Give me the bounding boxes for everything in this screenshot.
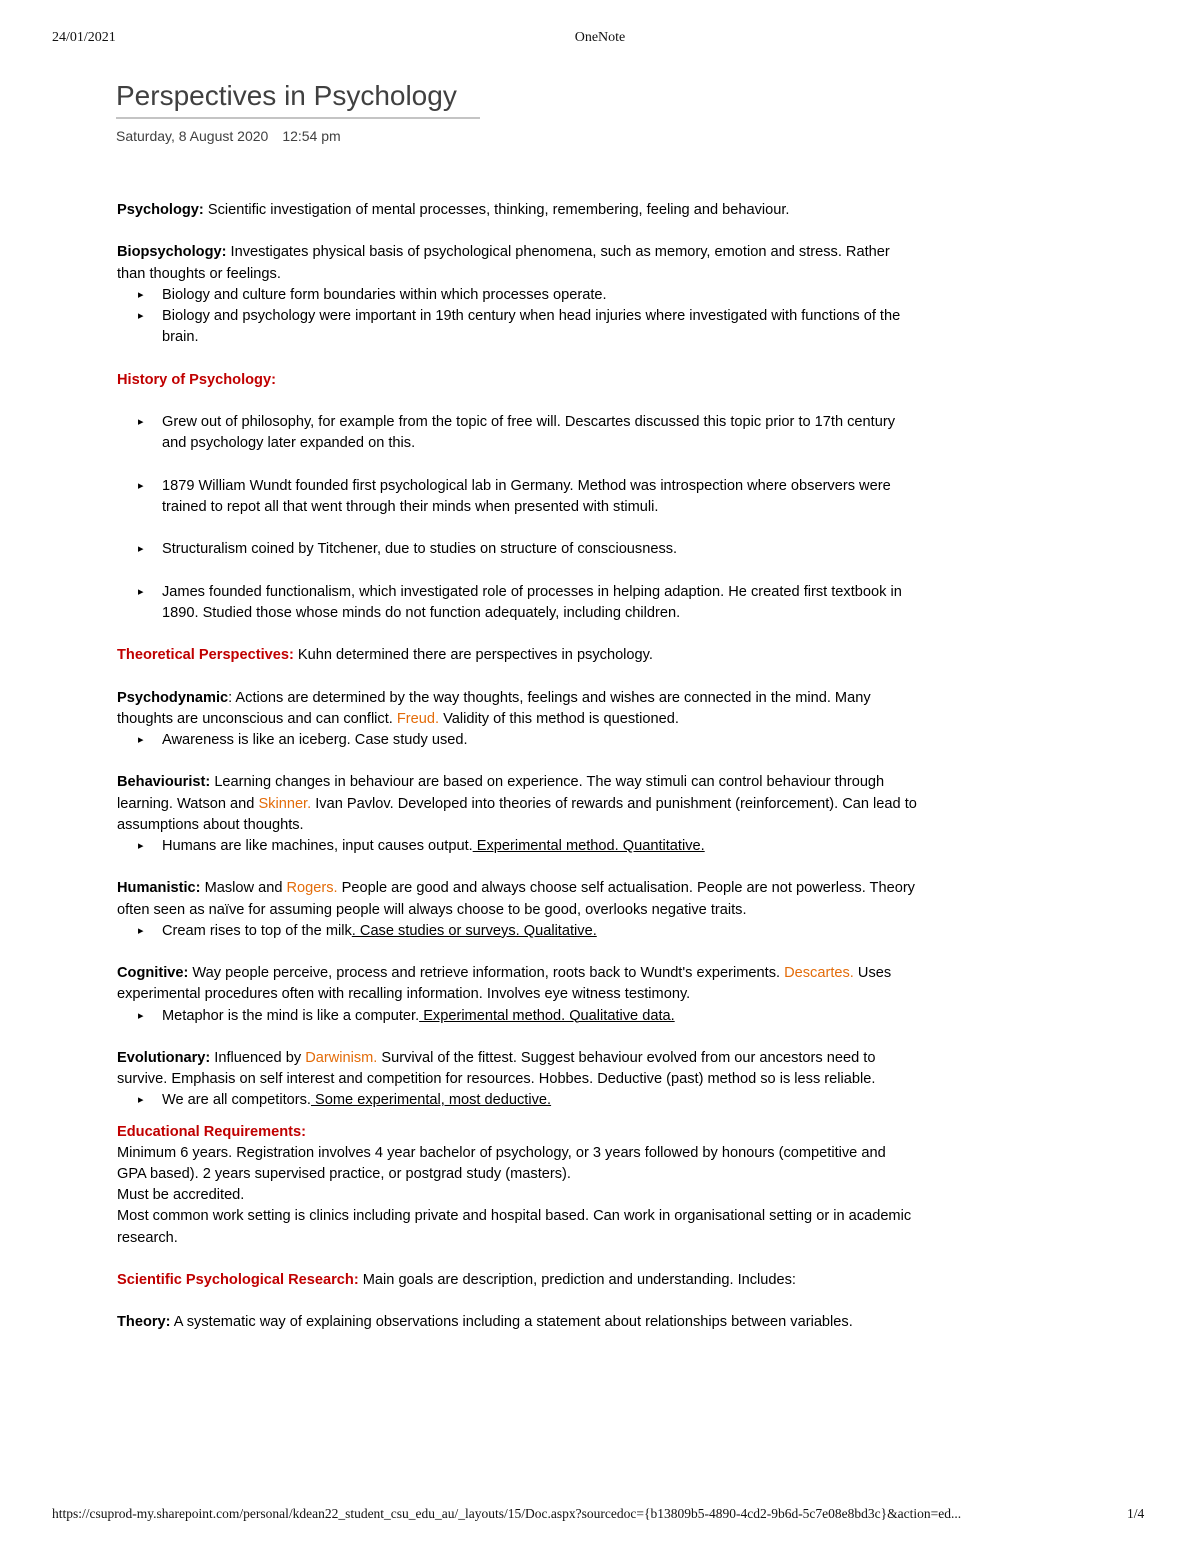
list-item-text: We are all competitors. bbox=[162, 1092, 311, 1109]
list-item-text: Structuralism coined by Titchener, due to studies on structure of consciousness. bbox=[162, 541, 678, 558]
title-underline bbox=[116, 117, 480, 119]
section-behaviourist bbox=[117, 772, 917, 836]
list-item-text: Metaphor is the mind is like a computer. bbox=[162, 1007, 420, 1024]
theorist-highlight: Darwinism. bbox=[305, 1049, 378, 1066]
note-body[interactable] bbox=[117, 200, 917, 1334]
bullet-list bbox=[117, 412, 917, 454]
definition-text: Influenced by bbox=[210, 1049, 306, 1066]
bullet-list bbox=[117, 1006, 917, 1027]
list-item bbox=[117, 582, 917, 624]
list-item bbox=[117, 1090, 917, 1111]
theorist-highlight: Descartes. bbox=[784, 965, 854, 982]
list-item-text: Biology and psychology were important in 19th century when head injuries where investigated with functions of the brain. bbox=[162, 308, 901, 346]
definition-text: Learning changes in behaviour are based on experience. The way stimuli can control behaviour through learning. Watson and bbox=[117, 774, 885, 812]
term-biopsychology: Biopsychology: bbox=[117, 244, 227, 261]
definition-text: Main goals are description, prediction and understanding. Includes: bbox=[358, 1271, 796, 1288]
heading-history: History of Psychology: bbox=[117, 371, 276, 388]
definition-text: Kuhn determined there are perspectives in psychology. bbox=[293, 647, 653, 664]
definition-text: Scientific investigation of mental processes, thinking, remembering, feeling and behaviour. bbox=[203, 202, 790, 218]
print-header-app-name: OneNote bbox=[574, 30, 626, 45]
bullet-icon: ▸ bbox=[138, 585, 144, 598]
bullet-icon: ▸ bbox=[138, 415, 144, 428]
definition-text: : Actions are determined by the way thoughts, feelings and wishes are connected in the mind. Many thoughts are unconscious and can conflict. bbox=[117, 689, 871, 727]
term-humanistic: Humanistic: bbox=[117, 880, 201, 897]
list-item-text: Biology and culture form boundaries within which processes operate. bbox=[162, 286, 607, 303]
section-history bbox=[117, 370, 917, 391]
section-theory bbox=[117, 1312, 917, 1333]
definition-text: Uses experimental procedures often with recalling information. Involves eye witness testimony. bbox=[117, 965, 892, 1003]
print-footer-page-number: 1/4 bbox=[1127, 1506, 1145, 1521]
bullet-icon: ▸ bbox=[138, 288, 144, 301]
bullet-list bbox=[117, 836, 917, 857]
section-psychodynamic bbox=[117, 688, 917, 730]
method-underlined: Some experimental, most deductive. bbox=[310, 1092, 552, 1109]
heading-theoretical-perspectives: Theoretical Perspectives: bbox=[117, 647, 294, 664]
bullet-icon: ▸ bbox=[138, 310, 144, 322]
list-item bbox=[117, 730, 917, 751]
method-underlined: . Case studies or surveys. Qualitative. bbox=[351, 922, 597, 939]
list-item bbox=[117, 539, 917, 560]
term-psychology: Psychology: bbox=[117, 202, 204, 218]
note-timestamp bbox=[116, 128, 341, 144]
paragraph: Must be accredited. bbox=[117, 1187, 245, 1204]
term-psychodynamic: Psychodynamic bbox=[117, 689, 229, 706]
section-theoretical bbox=[117, 645, 917, 666]
bullet-list bbox=[117, 285, 917, 349]
list-item bbox=[117, 921, 917, 942]
theorist-highlight: Skinner. bbox=[258, 795, 312, 812]
section-scientific-research bbox=[117, 1270, 917, 1291]
bullet-icon: ▸ bbox=[138, 1009, 144, 1022]
list-item bbox=[117, 285, 917, 306]
heading-educational-requirements: Educational Requirements: bbox=[117, 1123, 306, 1140]
bullet-list bbox=[117, 921, 917, 942]
list-item-text: James founded functionalism, which investigated role of processes in helping adaption. He created first textbook in 1890. Studied those whose minds do not function adequately, including children. bbox=[162, 583, 902, 621]
theorist-highlight: Rogers. bbox=[286, 880, 338, 897]
method-underlined: Experimental method. Quantitative. bbox=[472, 837, 705, 854]
term-behaviourist: Behaviourist: bbox=[117, 774, 211, 791]
bullet-icon: ▸ bbox=[138, 839, 144, 852]
list-item-text: Grew out of philosophy, for example from the topic of free will. Descartes discussed this topic prior to 17th century and psychology later expanded on this. bbox=[162, 413, 895, 452]
list-item bbox=[117, 412, 917, 454]
definition-text: Validity of this method is questioned. bbox=[439, 710, 679, 727]
bullet-list bbox=[117, 539, 917, 560]
bullet-icon: ▸ bbox=[138, 479, 144, 492]
bullet-icon: ▸ bbox=[138, 543, 144, 556]
list-item bbox=[117, 836, 917, 857]
bullet-list bbox=[117, 476, 917, 518]
bullet-icon: ▸ bbox=[138, 924, 144, 937]
bullet-icon: ▸ bbox=[138, 733, 144, 746]
definition-text: Way people perceive, process and retrieve information, roots back to Wundt's experiments. bbox=[188, 965, 785, 982]
section-humanistic bbox=[117, 878, 917, 920]
definition-text: People are good and always choose self actualisation. People are not powerless. Theory often seen as naïve for assuming people will always choose to be good, overlooks negative traits. bbox=[117, 880, 915, 918]
list-item-text: 1879 William Wundt founded first psychological lab in Germany. Method was introspection where observers were trained to repot all that went through their minds when presented with stimuli. bbox=[162, 477, 891, 515]
print-footer-url[interactable]: https://csuprod-my.sharepoint.com/personal/kdean22_student_csu_edu_au/_layouts/15/Doc.aspx?sourcedoc={b13809b5-4890-4cd2-9b6d-5c7e08e8bd3c}&action=ed... bbox=[52, 1506, 962, 1521]
definition-text: Investigates physical basis of psychological phenomena, such as memory, emotion and stress. Rather than thoughts or feelings. bbox=[117, 244, 890, 282]
section-biopsychology bbox=[117, 242, 917, 284]
list-item-text: Cream rises to top of the milk bbox=[162, 922, 352, 939]
list-item bbox=[117, 306, 917, 348]
bullet-icon: ▸ bbox=[138, 1094, 144, 1107]
definition-text: Survival of the fittest. Suggest behaviour evolved from our ancestors need to survive. Emphasis on self interest and competition for resources. Hobbes. Deductive (past) method so is less reliable. bbox=[117, 1049, 876, 1088]
method-underlined: Experimental method. Qualitative data. bbox=[419, 1007, 675, 1024]
print-header-date: 24/01/2021 bbox=[52, 30, 116, 45]
note-time: 12:54 pm bbox=[282, 128, 341, 144]
section-cognitive bbox=[117, 963, 917, 1005]
definition-text: Maslow and bbox=[200, 880, 287, 897]
term-cognitive: Cognitive: bbox=[117, 965, 189, 982]
definition-text: A systematic way of explaining observations including a statement about relationships between variables. bbox=[170, 1314, 853, 1331]
definition-text: Ivan Pavlov. Developed into theories of rewards and punishment (reinforcement). Can lead to assumptions about thoughts. bbox=[117, 795, 917, 833]
section-psychology bbox=[117, 200, 917, 221]
paragraph: Most common work setting is clinics including private and hospital based. Can work in organisational setting or in academic research. bbox=[117, 1208, 912, 1246]
bullet-list bbox=[117, 1090, 917, 1111]
theorist-highlight: Freud. bbox=[396, 710, 440, 727]
paragraph: Minimum 6 years. Registration involves 4 year bachelor of psychology, or 3 years followed by honours (competitive and GPA based). 2 years supervised practice, or postgrad study (masters). bbox=[117, 1144, 886, 1182]
section-educational bbox=[117, 1122, 917, 1143]
bullet-list bbox=[117, 582, 917, 624]
term-theory: Theory: bbox=[117, 1314, 171, 1331]
list-item-text: Humans are like machines, input causes output. bbox=[162, 837, 473, 854]
list-item bbox=[117, 1006, 917, 1027]
section-evolutionary bbox=[117, 1048, 917, 1090]
list-item bbox=[117, 476, 917, 518]
term-evolutionary: Evolutionary: bbox=[117, 1049, 211, 1066]
heading-scientific-research: Scientific Psychological Research: bbox=[117, 1271, 359, 1288]
bullet-list bbox=[117, 730, 917, 751]
note-date: Saturday, 8 August 2020 bbox=[116, 128, 269, 144]
list-item-text: Awareness is like an iceberg. Case study used. bbox=[162, 731, 468, 748]
page-title[interactable]: Perspectives in Psychology bbox=[116, 80, 457, 111]
